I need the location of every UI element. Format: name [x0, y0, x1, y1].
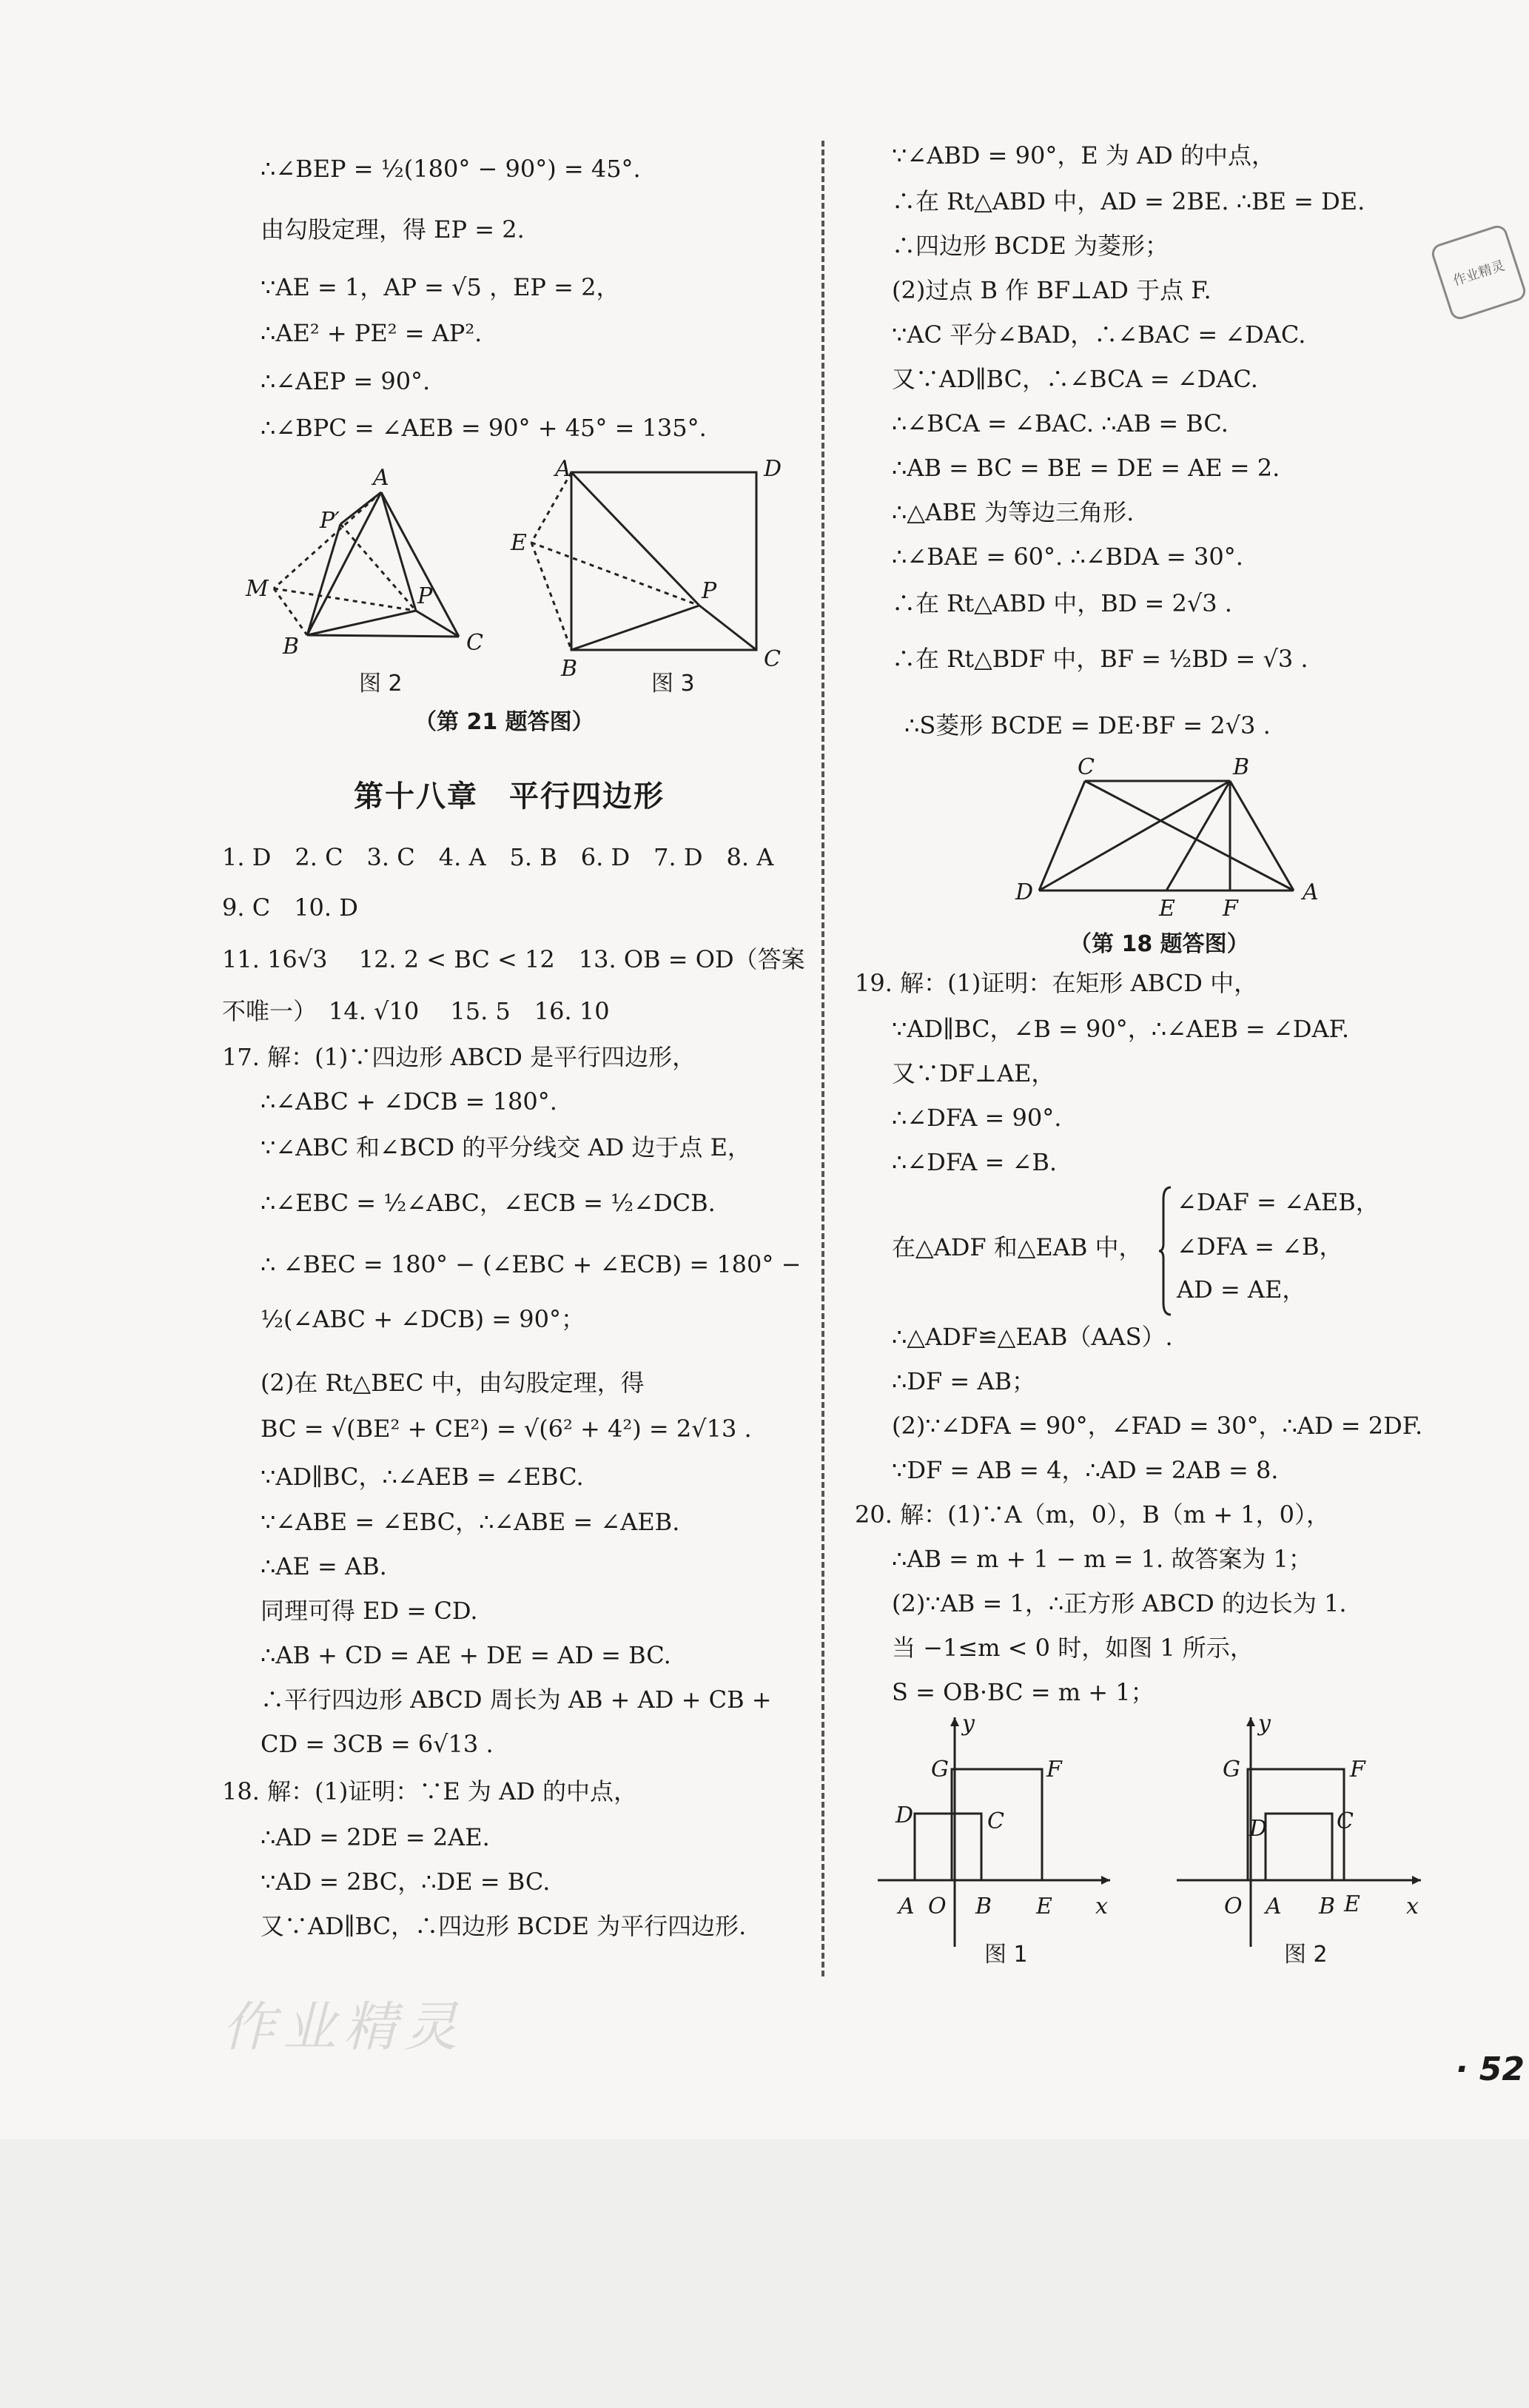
- watermark: 作业精灵: [222, 1996, 466, 2058]
- answer-line: 20. 解：(1)∵A（m，0），B（m + 1，0），: [855, 1500, 1330, 1529]
- label-A: A: [373, 465, 389, 491]
- label-P: P: [417, 583, 433, 609]
- text-line: ∴AE² + PE² = AP².: [261, 319, 483, 347]
- text-line: ∴∠BEP = ½(180° − 90°) = 45°.: [261, 155, 641, 183]
- answer-line: 又∵AD∥BC，∴∠BCA = ∠DAC.: [892, 365, 1258, 393]
- answer-line: 在△ADF 和△EAB 中，: [892, 1233, 1143, 1261]
- label-x: x: [1095, 1894, 1108, 1919]
- label-B: B: [1233, 755, 1250, 780]
- figure-20: [873, 1710, 1436, 1976]
- label-O: O: [1224, 1894, 1243, 1919]
- answer-line: ∴平行四边形 ABCD 周长为 AB + AD + CB +: [261, 1686, 772, 1714]
- answer-line: ∵AD∥BC，∴∠AEB = ∠EBC.: [261, 1463, 584, 1491]
- answer-line: ∵∠ABE = ∠EBC，∴∠ABE = ∠AEB.: [261, 1508, 680, 1536]
- answer-line: ∵∠ABD = 90°，E 为 AD 的中点，: [892, 141, 1275, 170]
- text-line: ∵AE = 1，AP = √5 ，EP = 2，: [261, 273, 620, 301]
- answer-line: ∴∠EBC = ½∠ABC，∠ECB = ½∠DCB.: [261, 1189, 716, 1217]
- label-C: C: [466, 630, 483, 656]
- label-P-prime: P′: [320, 508, 340, 534]
- answer-line: (2)∵AB = 1，∴正方形 ABCD 的边长为 1.: [892, 1589, 1347, 1617]
- page-margin: [0, 2139, 1529, 2408]
- label-B: B: [561, 656, 578, 682]
- answer-line: ∵DF = AB = 4，∴AD = 2AB = 8.: [892, 1456, 1279, 1484]
- figure-21: [237, 455, 814, 700]
- answer-line: ∴在 Rt△BDF 中，BF = ½BD = √3 .: [892, 645, 1308, 673]
- label-A: A: [1303, 879, 1319, 905]
- answer-line: ∴△ADF≌△EAB（AAS）.: [892, 1323, 1173, 1351]
- label-F: F: [1350, 1757, 1365, 1782]
- label-G: G: [931, 1757, 949, 1782]
- figure-caption: （第 18 题答图）: [1069, 931, 1249, 957]
- column-divider: [821, 141, 824, 1976]
- figure-caption: （第 21 题答图）: [414, 709, 594, 735]
- label-O: O: [928, 1894, 947, 1919]
- label-x: x: [1406, 1894, 1419, 1919]
- label-B: B: [283, 634, 300, 660]
- answer-line: 18. 解：(1)证明：∵E 为 AD 的中点，: [222, 1777, 638, 1805]
- answer-line: 9. C 10. D: [222, 893, 358, 922]
- answer-line: (2)∵∠DFA = 90°，∠FAD = 30°，∴AD = 2DF.: [892, 1412, 1423, 1440]
- text-line: 由勾股定理，得 EP = 2.: [261, 215, 525, 244]
- answer-line: 又∵DF⊥AE，: [892, 1059, 1055, 1087]
- answer-line: 19. 解：(1)证明：在矩形 ABCD 中，: [855, 969, 1258, 997]
- brace: [1159, 1184, 1174, 1318]
- answer-line: ∴S菱形 BCDE = DE·BF = 2√3 .: [904, 711, 1271, 739]
- label-A: A: [555, 456, 571, 482]
- answer-line: 不唯一） 14. √10 15. 5 16. 10: [222, 997, 610, 1025]
- answer-line: ∴∠BAE = 60°. ∴∠BDA = 30°.: [892, 543, 1243, 571]
- answer-line: ∴∠DFA = ∠B.: [892, 1148, 1058, 1176]
- label-C: C: [987, 1808, 1004, 1834]
- answer-line: BC = √(BE² + CE²) = √(6² + 4²) = 2√13 .: [261, 1415, 752, 1443]
- answer-line: ∵AD = 2BC，∴DE = BC.: [261, 1868, 551, 1896]
- label-A: A: [898, 1894, 915, 1919]
- answer-line: ∴在 Rt△ABD 中，BD = 2√3 .: [892, 589, 1232, 617]
- label-B: B: [1319, 1894, 1336, 1919]
- chapter-title: 第十八章 平行四边形: [354, 779, 665, 814]
- answer-line: ∴AB + CD = AE + DE = AD = BC.: [261, 1641, 671, 1669]
- label-E: E: [1036, 1894, 1052, 1919]
- label-F: F: [1046, 1757, 1062, 1782]
- answer-line: ∴AE = AB.: [261, 1552, 387, 1580]
- logo-badge: 作业精灵: [1429, 223, 1528, 322]
- answer-line: ∵∠ABC 和∠BCD 的平分线交 AD 边于点 E，: [261, 1133, 751, 1161]
- answer-line: 17. 解：(1)∵四边形 ABCD 是平行四边形，: [222, 1043, 696, 1071]
- label-E: E: [1159, 896, 1175, 922]
- answer-line: ∴△ABE 为等边三角形.: [892, 498, 1135, 526]
- figure-caption: 图 1: [984, 1942, 1028, 1968]
- answer-line: ∴∠DFA = 90°.: [892, 1104, 1062, 1132]
- label-D: D: [764, 456, 782, 482]
- answer-line: ∴DF = AB；: [892, 1367, 1036, 1395]
- answer-line: ½(∠ABC + ∠DCB) = 90°；: [261, 1305, 585, 1333]
- label-P: P: [702, 578, 717, 604]
- answer-line: ∵AD∥BC，∠B = 90°，∴∠AEB = ∠DAF.: [892, 1015, 1349, 1043]
- answer-line: S = OB·BC = m + 1；: [892, 1678, 1155, 1706]
- figure-18: [1014, 755, 1332, 922]
- answer-line: ∠DFA = ∠B，: [1177, 1232, 1343, 1261]
- answer-line: ∴∠ABC + ∠DCB = 180°.: [261, 1087, 557, 1116]
- label-M: M: [246, 576, 269, 602]
- label-E: E: [511, 530, 527, 556]
- answer-line: ∴∠BCA = ∠BAC. ∴AB = BC.: [892, 409, 1229, 437]
- label-E: E: [1344, 1891, 1360, 1917]
- page-number: · 52: [1455, 2050, 1525, 2088]
- label-C: C: [764, 646, 781, 672]
- answer-line: ∴AB = BC = BE = DE = AE = 2.: [892, 454, 1280, 482]
- answer-line: AD = AE，: [1177, 1275, 1306, 1304]
- answer-line: 当 −1≤m < 0 时，如图 1 所示，: [892, 1634, 1254, 1662]
- label-C: C: [1078, 755, 1095, 780]
- figure-caption: 图 2: [1284, 1942, 1328, 1968]
- answer-line: 11. 16√3 12. 2 < BC < 12 13. OB = OD（答案: [222, 945, 805, 973]
- text-line: ∴∠BPC = ∠AEB = 90° + 45° = 135°.: [261, 414, 707, 442]
- figure-caption: 图 3: [651, 671, 695, 697]
- answer-line: ∴四边形 BCDE 为菱形；: [892, 232, 1169, 260]
- label-B: B: [975, 1894, 992, 1919]
- label-D: D: [1015, 879, 1034, 905]
- answer-line: ∴AB = m + 1 − m = 1. 故答案为 1；: [892, 1545, 1312, 1573]
- answer-line: (2)在 Rt△BEC 中，由勾股定理，得: [261, 1369, 645, 1397]
- label-D: D: [1249, 1816, 1268, 1842]
- answer-line: ∠DAF = ∠AEB，: [1177, 1188, 1380, 1216]
- label-G: G: [1223, 1757, 1240, 1782]
- answer-line: 又∵AD∥BC，∴四边形 BCDE 为平行四边形.: [261, 1912, 747, 1940]
- answer-line: ∴在 Rt△ABD 中，AD = 2BE. ∴BE = DE.: [892, 187, 1365, 215]
- label-D: D: [895, 1802, 914, 1828]
- answer-line: (2)过点 B 作 BF⊥AD 于点 F.: [892, 276, 1212, 304]
- answer-line: ∴ ∠BEC = 180° − (∠EBC + ∠ECB) = 180° −: [261, 1250, 802, 1278]
- label-F: F: [1223, 896, 1238, 922]
- label-y: y: [1258, 1711, 1271, 1737]
- answer-line: 同理可得 ED = CD.: [261, 1597, 478, 1625]
- answer-line: ∵AC 平分∠BAD，∴∠BAC = ∠DAC.: [892, 321, 1306, 349]
- text-line: ∴∠AEP = 90°.: [261, 367, 431, 395]
- figure-caption: 图 2: [359, 671, 403, 697]
- label-y: y: [962, 1711, 975, 1737]
- answer-line: CD = 3CB = 6√13 .: [261, 1730, 494, 1758]
- answer-line: ∴AD = 2DE = 2AE.: [261, 1823, 490, 1851]
- label-C: C: [1337, 1808, 1354, 1834]
- label-A: A: [1266, 1894, 1282, 1919]
- answer-line: 1. D 2. C 3. C 4. A 5. B 6. D 7. D 8. A: [222, 843, 774, 871]
